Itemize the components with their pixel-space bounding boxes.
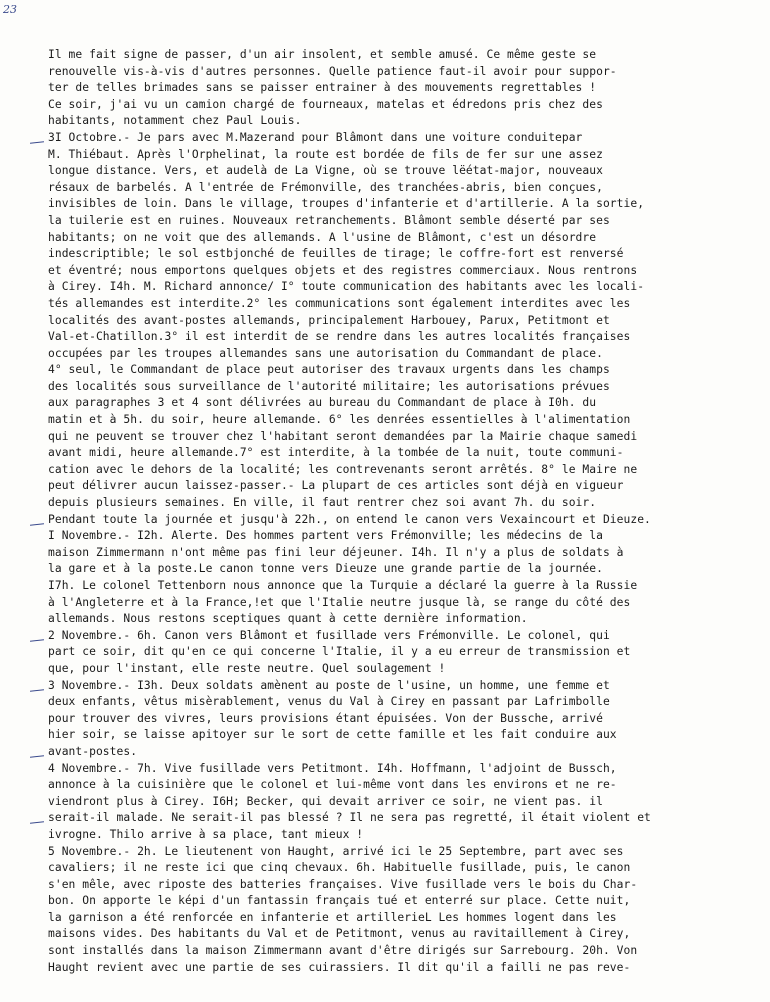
text-line: localités des avant-postes allemands, principalement Harbouey, Parux, Petitmont et xyxy=(48,313,610,327)
text-line: maisons vides. Des habitants du Val et de Petitmont, venus au ravitaillement à Cirey, xyxy=(48,927,631,941)
text-line: s'en mêle, avec riposte des batteries françaises. Vive fusillade vers le bois du Char- xyxy=(48,877,638,891)
page-number: 23 xyxy=(3,3,17,16)
text-line: 4 Novembre.- 7h. Vive fusillade vers Petitmont. I4h. Hoffmann, l'adjoint de Bussch, xyxy=(48,761,617,775)
text-line: ivrogne. Thilo arrive à sa place, tant mieux ! xyxy=(48,827,364,841)
text-line: pour trouver des vivres, leurs provisions étant épuisées. Von der Bussche, arrivé xyxy=(48,711,603,725)
text-line: viendront plus à Cirey. I6H; Becker, qui devait arriver ce soir, ne vient pas. il xyxy=(48,794,603,808)
text-line: à l'Angleterre et à la France,!et que l'Italie neutre jusque là, se range du côté des xyxy=(48,595,631,609)
text-line: cavaliers; il ne reste ici que cinq chevaux. 6h. Habituelle fusillade, puis, le canon xyxy=(48,861,631,875)
text-line: bon. On apporte le képi d'un fantassin français tué et enterré sur place. Cette nuit, xyxy=(48,894,631,908)
entry-dash-mark xyxy=(30,755,44,757)
text-line: maison Zimmermann n'ont même pas fini leur déjeuner. I4h. Il n'y a plus de soldats à xyxy=(48,545,624,559)
text-line: et éventré; nous emportons quelques objets et des registres commerciaux. Nous rentrons xyxy=(48,263,638,277)
text-line: la garnison a été renforcée en infanterie et artillerieL Les hommes logent dans les xyxy=(48,910,617,924)
text-line: occupées par les troupes allemandes sans une autorisation du Commandant de place. xyxy=(48,346,603,360)
text-line: deux enfants, vêtus misèrablement, venus du Val à Cirey en passant par Lafrimbolle xyxy=(48,695,610,709)
text-line: Val-et-Chatillon.3° il est interdit de se rendre dans les autres localités françaises xyxy=(48,330,631,344)
typescript-text xyxy=(48,47,763,976)
text-line: Il me fait signe de passer, d'un air insolent, et semble amusé. Ce même geste se xyxy=(48,48,597,61)
text-line: habitants, notamment chez Paul Louis. xyxy=(48,114,302,128)
text-line: Pendant toute la journée et jusqu'à 22h., on entend le canon vers Vexaincourt et Dieuze. xyxy=(48,512,651,526)
text-line: résaux de barbelés. A l'entrée de Frémonville, des tranchées-abris, bien conçues, xyxy=(48,180,603,194)
text-line: allemands. Nous restons sceptiques quant à cette dernière information. xyxy=(48,612,528,626)
text-line: tés allemandes est interdite.2° les communications sont également interdites avec les xyxy=(48,296,631,310)
text-line: à Cirey. I4h. M. Richard annonce/ I° toute communication des habitants avec les locali- xyxy=(48,280,645,294)
entry-dash-mark xyxy=(30,141,44,143)
text-line: matin et à 5h. du soir, heure allemande. 6° les denrées essentielles à l'alimentation xyxy=(48,413,631,427)
text-line: habitants; on ne voit que des allemands. A l'usine de Blâmont, c'est un désordre xyxy=(48,230,597,244)
text-line: 3I Octobre.- Je pars avec M.Mazerand pour Blâmont dans une voiture conduitepar xyxy=(48,130,583,144)
text-line: I Novembre.- I2h. Alerte. Des hommes partent vers Frémonville; les médecins de la xyxy=(48,529,603,543)
text-line: part ce soir, dit qu'en ce qui concerne l'Italie, il y a eu erreur de transmission et xyxy=(48,645,631,659)
text-line: la tuilerie est en ruines. Nouveaux retranchements. Blâmont semble déserté par ses xyxy=(48,213,610,227)
text-line: ter de telles brimades sans se paisser entrainer à des mouvements regrettables ! xyxy=(48,81,597,95)
text-line: avant-postes. xyxy=(48,744,138,758)
text-line: Haught revient avec une partie de ses cuirassiers. Il dit qu'il a failli ne pas reve- xyxy=(48,960,631,974)
text-line: Ce soir, j'ai vu un camion chargé de fourneaux, matelas et édredons pris chez des xyxy=(48,97,603,111)
text-line: 5 Novembre.- 2h. Le lieutenent von Haught, arrivé ici le 25 Septembre, part avec ses xyxy=(48,844,624,858)
text-line: sont installés dans la maison Zimmermann avant d'être dirigés sur Sarrebourg. 20h. Von xyxy=(48,944,638,958)
text-line: renouvelle vis-à-vis d'autres personnes. Quelle patience faut-il avoir pour suppor- xyxy=(48,64,617,78)
text-line: 3 Novembre.- I3h. Deux soldats amènent au poste de l'usine, un homme, une femme et xyxy=(48,678,610,692)
text-line: M. Thiébaut. Après l'Orphelinat, la route est bordée de fils de fer sur une assez xyxy=(48,147,603,161)
text-line: 4° seul, le Commandant de place peut autoriser des travaux urgents dans les champs xyxy=(48,363,610,377)
text-line: indescriptible; le sol estbjonché de feuilles de tirage; le coffre-fort est renversé xyxy=(48,247,624,261)
entry-dash-mark xyxy=(30,689,44,691)
entry-dash-mark xyxy=(30,639,44,641)
text-line: la gare et à la poste.Le canon tonne vers Dieuze une grande partie de la journée. xyxy=(48,562,603,576)
entry-dash-mark xyxy=(30,821,44,823)
text-line: avant midi, heure allemande.7° est interdite, à la tombée de la nuit, toute communi- xyxy=(48,446,624,460)
text-line: 2 Novembre.- 6h. Canon vers Blâmont et fusillade vers Frémonville. Le colonel, qui xyxy=(48,628,610,642)
text-line: qui ne peuvent se trouver chez l'habitant seront demandées par la Mairie chaque samedi xyxy=(48,429,638,443)
text-line: invisibles de loin. Dans le village, troupes d'infanterie et d'artillerie. A la sortie, xyxy=(48,197,645,211)
text-line: hier soir, se laisse apitoyer sur le sort de cette famille et les fait conduire aux xyxy=(48,728,617,742)
text-line: I7h. Le colonel Tettenborn nous annonce que la Turquie a déclaré la guerre à la Russie xyxy=(48,579,638,592)
text-line: longue distance. Vers, et audelà de La Vigne, où se trouve lëétat-major, nouveaux xyxy=(48,164,603,178)
entry-dash-mark xyxy=(30,523,44,525)
text-line: depuis plusieurs semaines. En ville, il faut rentrer chez soi avant 7h. du soir. xyxy=(48,496,597,510)
text-line: que, pour l'instant, elle reste neutre. Quel soulagement ! xyxy=(48,661,446,675)
text-line: aux paragraphes 3 et 4 sont délivrées au bureau du Commandant de place à I0h. du xyxy=(48,396,597,410)
text-line: des localités sous surveillance de l'autorité militaire; les autorisations prévues xyxy=(48,379,610,393)
text-line: peut délivrer aucun laissez-passer.- La plupart de ces articles sont déjà en vigueur xyxy=(48,479,624,493)
text-line: cation avec le dehors de la localité; les contrevenants seront arrêtés. 8° le Maire ne xyxy=(48,462,638,476)
text-line: annonce à la cuisinière que le colonel et lui-même vont dans les environs et ne re- xyxy=(48,778,617,792)
text-line: serait-il malade. Ne serait-il pas blessé ? Il ne sera pas regretté, il était violent et xyxy=(48,811,651,825)
